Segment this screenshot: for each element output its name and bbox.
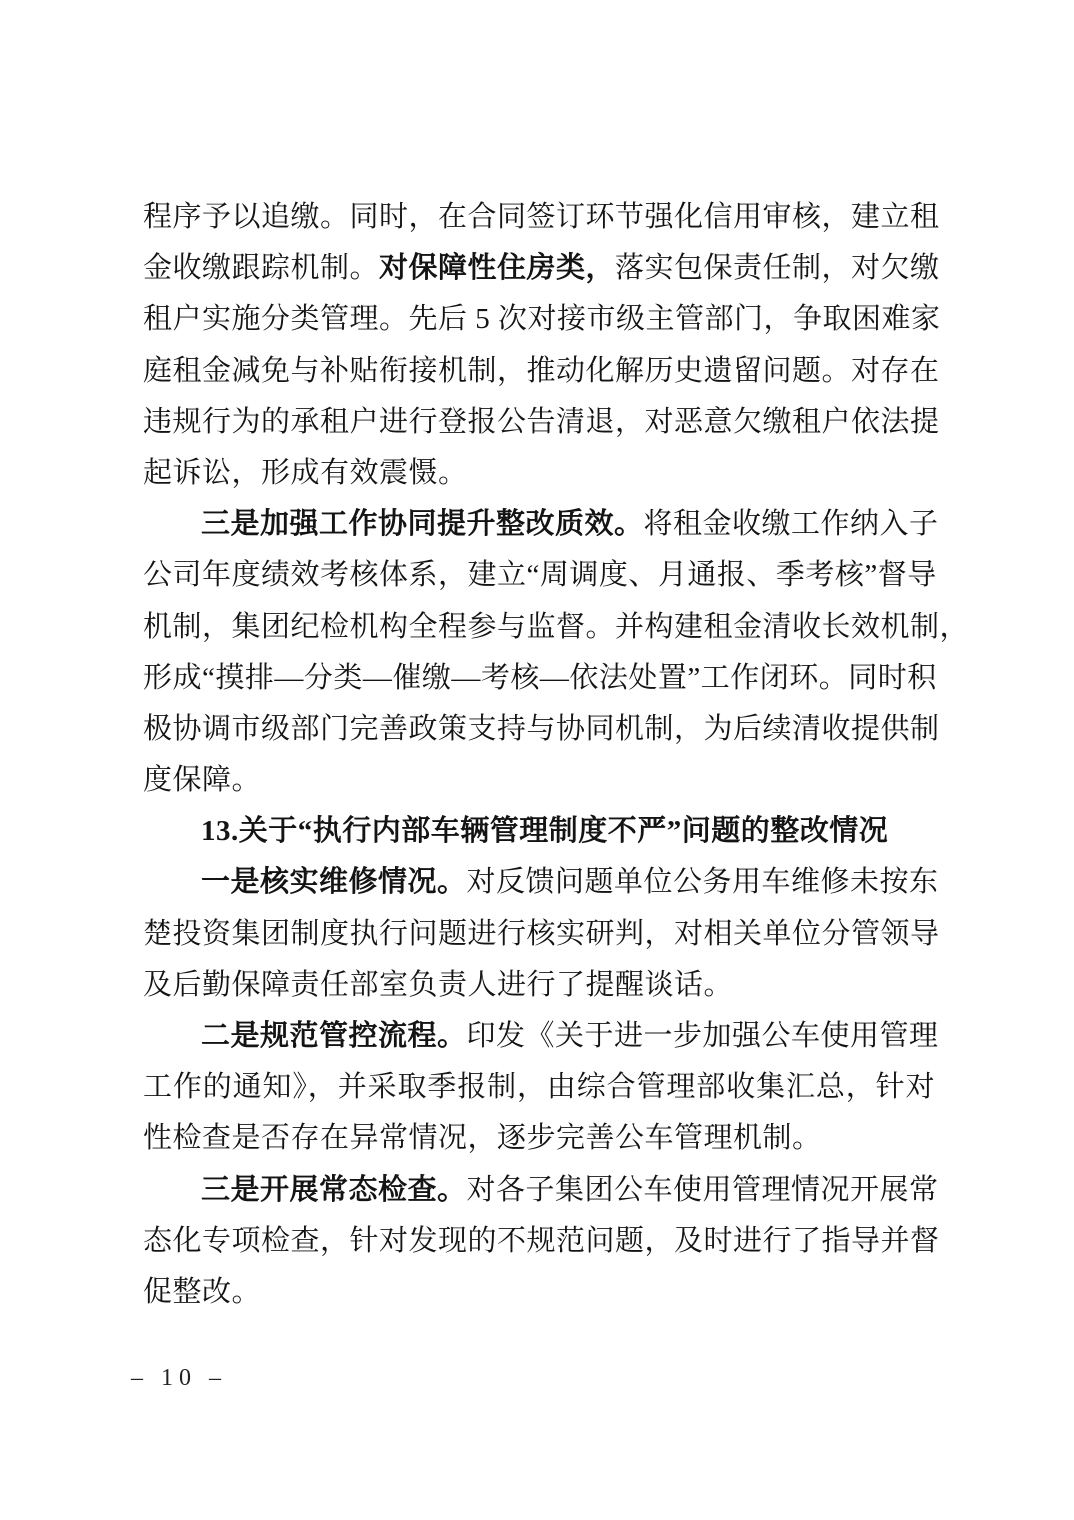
text-line — [143, 550, 935, 601]
body-text: 租户实施分类管理。先后 5 次对接市级主管部门，争取困难家 — [143, 303, 941, 336]
emphasis-text: 二是规范管控流程。 — [201, 1020, 467, 1052]
text-line — [143, 499, 939, 550]
body-text: 程序予以追缴。同时，在合同签订环节强化信用审核，建立租 — [143, 201, 940, 233]
text-line — [143, 909, 940, 960]
text-line — [143, 704, 940, 755]
body-text: 庭租金减免与补贴衔接机制，推动化解历史遗留问题。对存在 — [143, 354, 940, 387]
document-body — [143, 192, 970, 1318]
body-text: 对各子集团公车使用管理情况开展常 — [466, 1173, 939, 1206]
body-text: 形成“摸排—分类—催缴—考核—依法处置”工作闭环。同时积 — [143, 661, 937, 694]
emphasis-text: 一是核实维修情况。 — [201, 866, 467, 899]
text-line — [143, 1165, 939, 1216]
body-text: 及后勤保障责任部室负责人进行了提醒谈话。 — [143, 968, 734, 1001]
emphasis-text: 三是加强工作协同提升整改质效。 — [201, 508, 644, 541]
body-text: 工作的通知》，并采取季报制，由综合管理部收集汇总，针对 — [143, 1071, 935, 1104]
body-text: 机制，集团纪检机构全程参与监督。并构建租金清收长效机制， — [143, 610, 970, 643]
text-line — [143, 397, 940, 448]
body-text: 将租金收缴工作纳入子 — [643, 508, 939, 541]
text-line — [143, 1011, 939, 1062]
text-line — [143, 755, 935, 806]
text-line — [143, 294, 941, 345]
text-line — [143, 346, 940, 397]
body-text: 违规行为的承租户进行登报公告清退，对恶意欠缴租户依法提 — [143, 405, 940, 438]
body-text: 金收缴跟踪机制。 — [143, 252, 380, 285]
section-heading-line — [143, 806, 935, 857]
text-line — [143, 448, 935, 499]
text-line — [143, 1113, 935, 1164]
body-text: 性检查是否存在异常情况，逐步完善公车管理机制。 — [143, 1122, 822, 1155]
body-text: 公司年度绩效考核体系，建立“周调度、月通报、季考核”督导 — [143, 559, 937, 592]
text-line — [143, 960, 935, 1011]
text-line — [143, 1216, 940, 1267]
body-text: 起诉讼，形成有效震慑。 — [143, 456, 468, 489]
body-text: 印发《关于进一步加强公车使用管理 — [466, 1020, 939, 1052]
text-line — [143, 1062, 935, 1113]
body-text: 极协调市级部门完善政策支持与协同机制，为后续清收提供制 — [143, 712, 940, 745]
body-text: 促整改。 — [143, 1275, 262, 1308]
text-line — [143, 192, 940, 243]
text-line — [143, 1267, 935, 1318]
body-text: 对反馈问题单位公务用车维修未按东 — [466, 866, 939, 899]
emphasis-text: 13.关于“执行内部车辆管理制度不严”问题的整改情况 — [201, 815, 889, 848]
emphasis-text: 三是开展常态检查。 — [201, 1173, 467, 1206]
text-line — [143, 602, 970, 653]
body-text: 落实包保责任制，对欠缴 — [615, 252, 940, 285]
page-number: – 10 – — [131, 1365, 227, 1391]
body-text: 楚投资集团制度执行问题进行核实研判，对相关单位分管领导 — [143, 917, 940, 950]
text-line — [143, 653, 935, 704]
emphasis-text: 对保障性住房类， — [379, 252, 616, 285]
text-line — [143, 243, 940, 294]
text-line — [143, 857, 939, 908]
body-text: 度保障。 — [143, 764, 262, 797]
body-text: 态化专项检查，针对发现的不规范问题，及时进行了指导并督 — [143, 1224, 940, 1257]
